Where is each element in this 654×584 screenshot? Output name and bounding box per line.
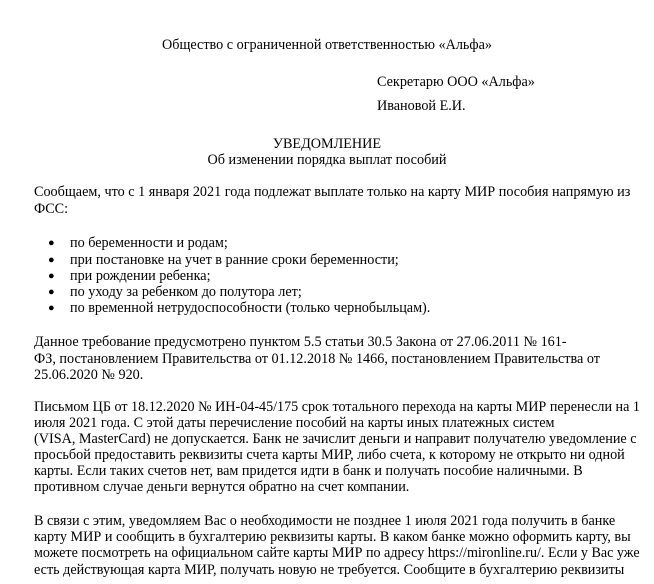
document-title: УВЕДОМЛЕНИЕ — [272, 136, 382, 152]
document-subtitle: Об изменении порядка выплат пособий — [207, 152, 447, 168]
paragraph-3-line: просьбой предоставить реквизиты счета карты МИР, либо счета, к которому не открыто ни одной — [34, 447, 625, 463]
paragraph-4-line: карту МИР и сообщить в бухгалтерию реквизиты карты. В каком банке можно оформить карту, вы — [34, 529, 631, 545]
addressee-position: Секретарю ООО «Альфа» — [377, 74, 535, 90]
paragraph-4-line: есть действующая карта МИР, получать новую не требуется. Сообщите в бухгалтерию реквизиты — [34, 562, 625, 578]
paragraph-2-line: Данное требование предусмотрено пунктом 5.5 статьи 30.5 Закона от 27.06.2011 № 161- — [34, 334, 567, 350]
paragraph-3-line: карты. Если таких счетов нет, вам придется идти в банк и получать пособие наличными. В — [34, 463, 583, 479]
paragraph-3-line: (VISA, MasterCard) не допускается. Банк не зачислит деньги и направит получателю уведомление с — [34, 431, 637, 447]
paragraph-3-line: Письмом ЦБ от 18.12.2020 № ИН-04-45/175 срок тотального перехода на карты МИР перенесли на 1 — [34, 399, 640, 415]
paragraph-3-line: июля 2021 года. С этой даты перечисление пособий на карты иных платежных систем — [34, 415, 555, 431]
paragraph-2-line: 25.06.2020 № 920. — [34, 367, 144, 383]
list-item: при постановке на учет в ранние сроки беременности; — [70, 252, 399, 268]
paragraph-4-line: можете посмотреть на официальном сайте карты МИР по адресу https://mironline.ru/. Если у Вас уже — [34, 545, 640, 561]
paragraph-1-line: ФСС: — [34, 201, 69, 217]
bullet-marker: ● — [48, 270, 55, 282]
bullet-marker: ● — [48, 302, 55, 314]
bullet-marker: ● — [48, 254, 55, 266]
bullet-marker: ● — [48, 286, 55, 298]
list-item: при рождении ребенка; — [70, 268, 211, 284]
list-item: по временной нетрудоспособности (только чернобыльцам). — [70, 300, 431, 316]
organization-name: Общество с ограниченной ответственностью «Альфа» — [162, 37, 492, 53]
list-item: по беременности и родам; — [70, 235, 228, 251]
addressee-name: Ивановой Е.И. — [377, 98, 466, 114]
paragraph-1-line: Сообщаем, что с 1 января 2021 года подлежат выплате только на карту МИР пособия напрямую из — [34, 184, 631, 200]
list-item: по уходу за ребенком до полутора лет; — [70, 284, 302, 300]
paragraph-4-line: В связи с этим, уведомляем Вас о необходимости не позднее 1 июля 2021 года получить в банке — [34, 513, 616, 529]
bullet-marker: ● — [48, 237, 55, 249]
paragraph-3-line: противном случае деньги вернутся обратно на счет компании. — [34, 479, 410, 495]
paragraph-2-line: ФЗ, постановлением Правительства от 01.12.2018 № 1466, постановлением Правительства от — [34, 351, 600, 367]
